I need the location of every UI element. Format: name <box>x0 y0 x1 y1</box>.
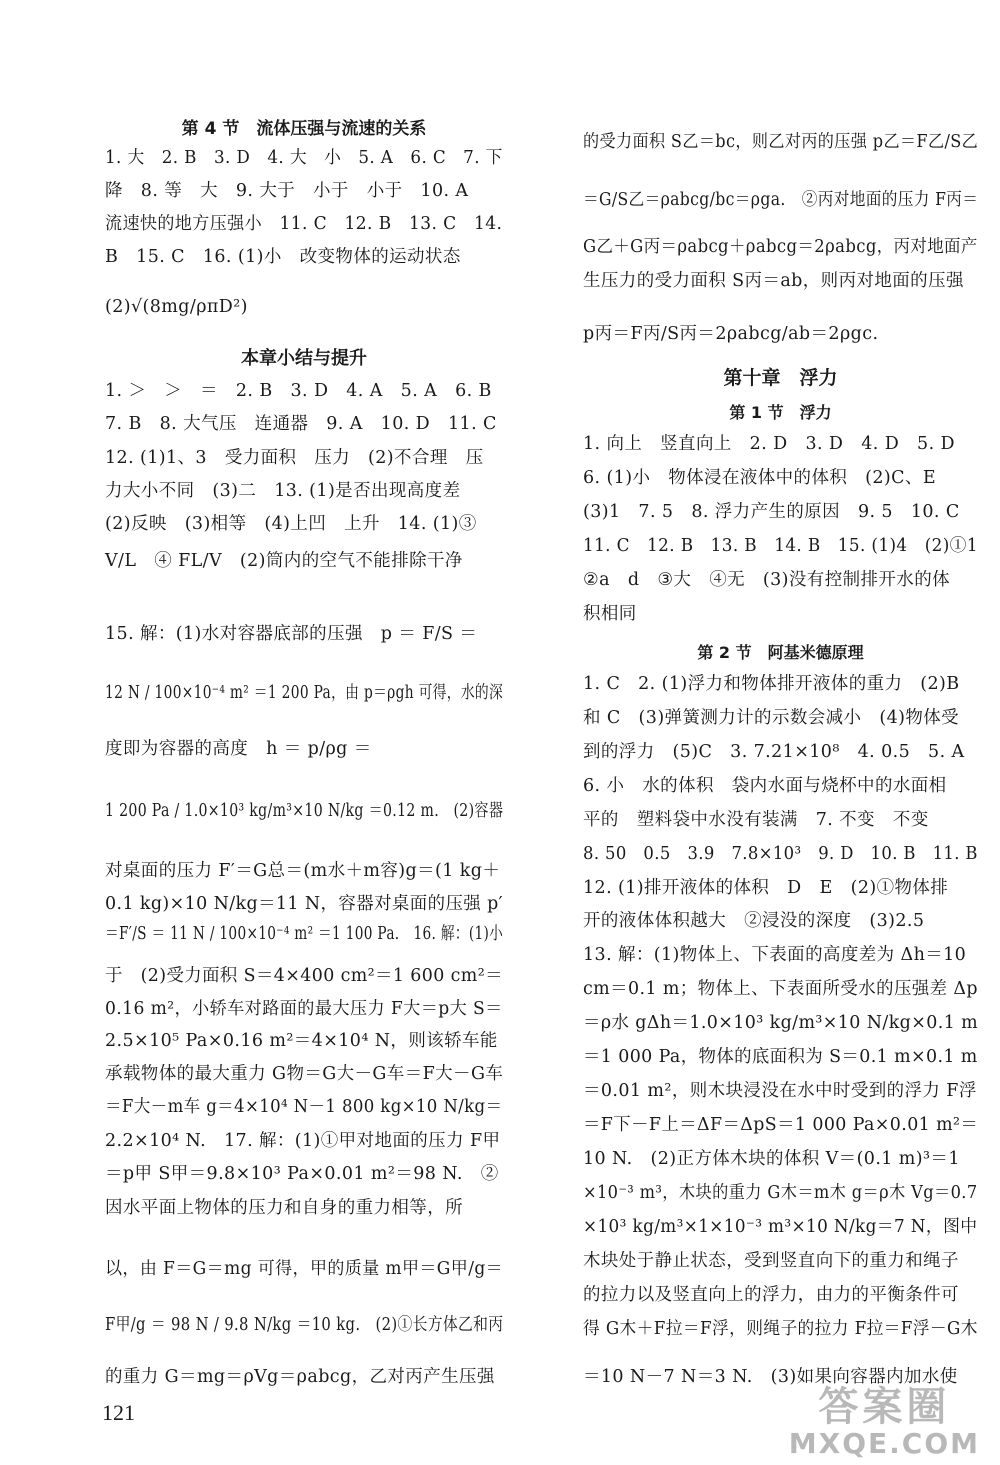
answer-line: ＝G/S乙＝ρabcg/bc＝ρga. ②丙对地面的压力 F丙＝ <box>583 190 979 210</box>
answer-line: F甲/g ＝ 98 N / 9.8 N/kg ＝10 kg. (2)①长方体乙和丙 <box>105 1315 504 1335</box>
answer-line: 积相同 <box>583 604 637 624</box>
answer-line: ＝F下－F上＝ΔF＝ΔpS＝1 000 Pa×0.01 m²＝ <box>583 1115 979 1135</box>
answer-line: 10 N. (2)正方体木块的体积 V＝(0.1 m)³＝1 <box>583 1149 960 1169</box>
answer-line: p丙＝F丙/S丙＝2ρabcg/ab＝2ρgc. <box>583 324 879 344</box>
answer-line: 13. 解：(1)物体上、下表面的高度差为 Δh＝10 <box>583 945 967 965</box>
answer-line: ＝F′/S ＝ 11 N / 100×10⁻⁴ m² ＝1 100 Pa. 16. 解：(1)小 <box>105 924 504 944</box>
answer-line: ＝p甲 S甲＝9.8×10³ Pa×0.01 m²＝98 N. ② <box>105 1164 499 1184</box>
answer-line: 1 200 Pa / 1.0×10³ kg/m³×10 N/kg ＝0.12 m. (2)容器 <box>105 801 504 821</box>
answer-line: 得 G木＋F拉＝F浮，则绳子的拉力 F拉＝F浮－G木 <box>583 1319 978 1339</box>
answer-line: cm＝0.1 m；物体上、下表面所受水的压强差 Δp <box>583 979 978 999</box>
answer-line: ＝ρ水 gΔh＝1.0×10³ kg/m³×10 N/kg×0.1 m <box>583 1013 979 1033</box>
watermark-line1: 答案圈 <box>818 1384 951 1430</box>
answer-line: 和 C (3)弹簧测力计的示数会减小 (4)物体受 <box>583 708 960 728</box>
answer-line: B 15. C 16. (1)小 改变物体的运动状态 <box>105 247 461 267</box>
section-heading-buoyancy: 第 1 节 浮力 <box>729 403 832 422</box>
answer-line: (2)反映 (3)相等 (4)上凹 上升 14. (1)③ <box>105 514 477 534</box>
answer-line: 12 N / 100×10⁻⁴ m² ＝1 200 Pa，由 p＝ρgh 可得，水的深 <box>105 683 504 703</box>
answer-line: 生压力的受力面积 S丙＝ab，则丙对地面的压强 <box>583 271 964 291</box>
watermark-line2: MXQE.COM <box>788 1427 980 1460</box>
section-heading-chapter-summary: 本章小结与提升 <box>241 348 367 369</box>
answer-line: 的重力 G＝mg＝ρVg＝ρabcg，乙对丙产生压强 <box>105 1367 495 1387</box>
answer-line: 8. 50 0.5 3.9 7.8×10³ 9. D 10. B 11. B <box>583 844 978 864</box>
answer-line: ×10³ kg/m³×1×10⁻³ m³×10 N/kg＝7 N，图中 <box>583 1217 978 1237</box>
answer-line: 度即为容器的高度 h ＝ p/ρg ＝ <box>105 739 372 759</box>
answer-line: 12. (1)排开液体的体积 D E (2)①物体排 <box>583 878 949 898</box>
answer-line: 11. C 12. B 13. B 14. B 15. (1)4 (2)①1 <box>583 536 978 556</box>
answer-line: 到的浮力 (5)C 3. 7.21×10⁸ 4. 0.5 5. A <box>583 742 965 762</box>
answer-line: 承载物体的最大重力 G物＝G大－G车＝F大－G车 <box>105 1064 504 1084</box>
answer-line: 1. ＞ ＞ ＝ 2. B 3. D 4. A 5. A 6. B <box>105 381 492 401</box>
answer-line: 力大小不同 (3)二 13. (1)是否出现高度差 <box>105 481 461 501</box>
answer-line: 2.5×10⁵ Pa×0.16 m²＝4×10⁴ N，则该轿车能 <box>105 1031 498 1051</box>
answer-line: ＝0.01 m²，则木块浸没在水中时受到的浮力 F浮 <box>583 1081 977 1101</box>
answer-line: 的拉力以及竖直向上的浮力，由力的平衡条件可 <box>583 1285 959 1305</box>
answer-line: ×10⁻³ m³，木块的重力 G木＝m木 g＝ρ木 Vg＝0.7 <box>583 1183 978 1203</box>
answer-line: 0.16 m²，小轿车对路面的最大压力 F大＝p大 S＝ <box>105 999 503 1019</box>
answer-line: 木块处于静止状态，受到竖直向下的重力和绳子 <box>583 1251 959 1271</box>
answer-line: 0.1 kg)×10 N/kg＝11 N，容器对桌面的压强 p′ <box>105 894 504 914</box>
answer-line: 6. (1)小 物体浸在液体中的体积 (2)C、E <box>583 468 937 488</box>
watermark-logo <box>789 1385 980 1459</box>
answer-line: 2.2×10⁴ N. 17. 解：(1)①甲对地面的压力 F甲 <box>105 1131 501 1151</box>
answer-line: 12. (1)1、3 受力面积 压力 (2)不合理 压 <box>105 448 484 468</box>
answer-line: 7. B 8. 大气压 连通器 9. A 10. D 11. C <box>105 414 497 434</box>
answer-line: 15. 解：(1)水对容器底部的压强 p ＝ F/S ＝ <box>105 624 478 644</box>
answer-line: 对桌面的压力 F′＝G总＝(m水＋m容)g＝(1 kg＋ <box>105 861 501 881</box>
answer-line: 流速快的地方压强小 11. C 12. B 13. C 14. <box>105 214 503 234</box>
answer-line: 开的液体体积越大 ②浸没的深度 (3)2.5 <box>583 911 925 931</box>
answer-line: ＝10 N－7 N＝3 N. (3)如果向容器内加水使 <box>583 1367 958 1387</box>
page-number: 121 <box>102 1400 135 1425</box>
section-heading-archimedes: 第 2 节 阿基米德原理 <box>697 643 864 662</box>
answer-line: (3)1 7. 5 8. 浮力产生的原因 9. 5 10. C <box>583 502 960 522</box>
answer-line: ＝F大－m车 g＝4×10⁴ N－1 800 kg×10 N/kg＝ <box>105 1097 503 1117</box>
answer-line: 因水平面上物体的压力和自身的重力相等，所 <box>105 1198 463 1218</box>
chapter-heading-buoyancy: 第十章 浮力 <box>723 367 838 389</box>
answer-line: V/L ④ FL/V (2)筒内的空气不能排除干净 <box>105 551 463 571</box>
answer-line: (2)√(8mg/ρπD²) <box>105 297 248 317</box>
answer-line: ②a d ③大 ④无 (3)没有控制排开水的体 <box>583 570 951 590</box>
answer-line: 于 (2)受力面积 S＝4×400 cm²＝1 600 cm²＝ <box>105 966 503 986</box>
answer-line: 1. C 2. (1)浮力和物体排开液体的重力 (2)B <box>583 674 960 694</box>
answer-line: 平的 塑料袋中水没有装满 7. 不变 不变 <box>583 810 929 830</box>
answer-line: 降 8. 等 大 9. 大于 小于 小于 10. A <box>105 181 469 201</box>
answer-line: 1. 大 2. B 3. D 4. 大 小 5. A 6. C 7. 下 <box>105 148 503 168</box>
answer-line: 6. 小 水的体积 袋内水面与烧杯中的水面相 <box>583 776 947 796</box>
answer-line: 的受力面积 S乙＝bc，则乙对丙的压强 p乙＝F乙/S乙 <box>583 132 979 152</box>
section-heading-fluid-pressure: 第 4 节 流体压强与流速的关系 <box>181 119 427 139</box>
answer-line: 1. 向上 竖直向上 2. D 3. D 4. D 5. D <box>583 434 955 454</box>
answer-line: G乙＋G丙＝ρabcg＋ρabcg＝2ρabcg，丙对地面产 <box>583 237 978 257</box>
answer-line: 以，由 F＝G＝mg 可得，甲的质量 m甲＝G甲/g＝ <box>105 1259 504 1279</box>
answer-line: ＝1 000 Pa，物体的底面积为 S＝0.1 m×0.1 m <box>583 1047 978 1067</box>
